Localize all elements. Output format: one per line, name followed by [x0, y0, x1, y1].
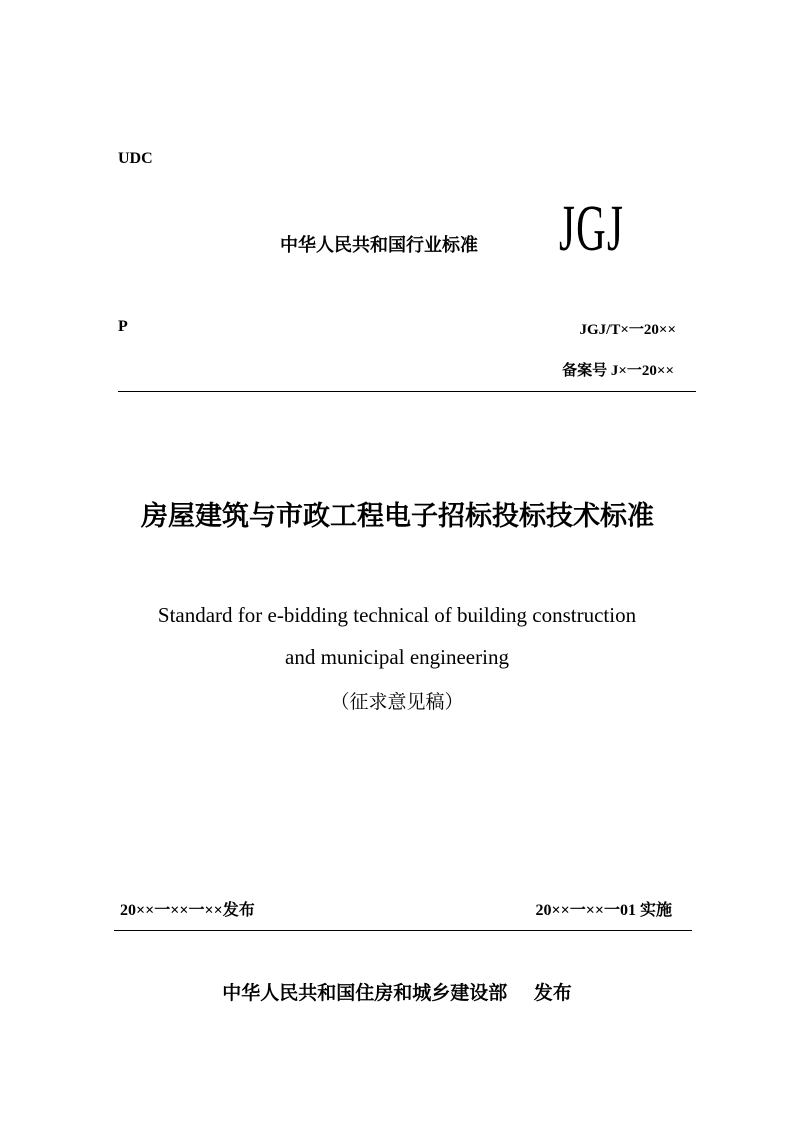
top-divider	[118, 391, 696, 392]
record-number: 备案号 J×一20××	[562, 363, 674, 379]
issue-date: 20××一××一××发布	[120, 902, 255, 919]
jgj-logo: JGJ	[559, 192, 625, 265]
title-english-line-1: Standard for e-bidding technical of building construction	[157, 603, 637, 627]
standard-number: JGJ/T×一20××	[579, 322, 676, 338]
industry-standard-label: 中华人民共和国行业标准	[280, 235, 478, 256]
draft-label: （征求意见稿）	[330, 691, 464, 713]
classification-code: P	[118, 318, 128, 335]
bottom-divider	[114, 930, 692, 931]
publisher-line: 中华人民共和国住房和城乡建设部 发布	[222, 982, 572, 1004]
title-english-line-2: and municipal engineering	[285, 645, 509, 669]
udc-label: UDC	[118, 150, 153, 167]
effective-date: 20××一××一01 实施	[535, 902, 672, 919]
title-chinese: 房屋建筑与市政工程电子招标投标技术标准	[141, 501, 654, 532]
